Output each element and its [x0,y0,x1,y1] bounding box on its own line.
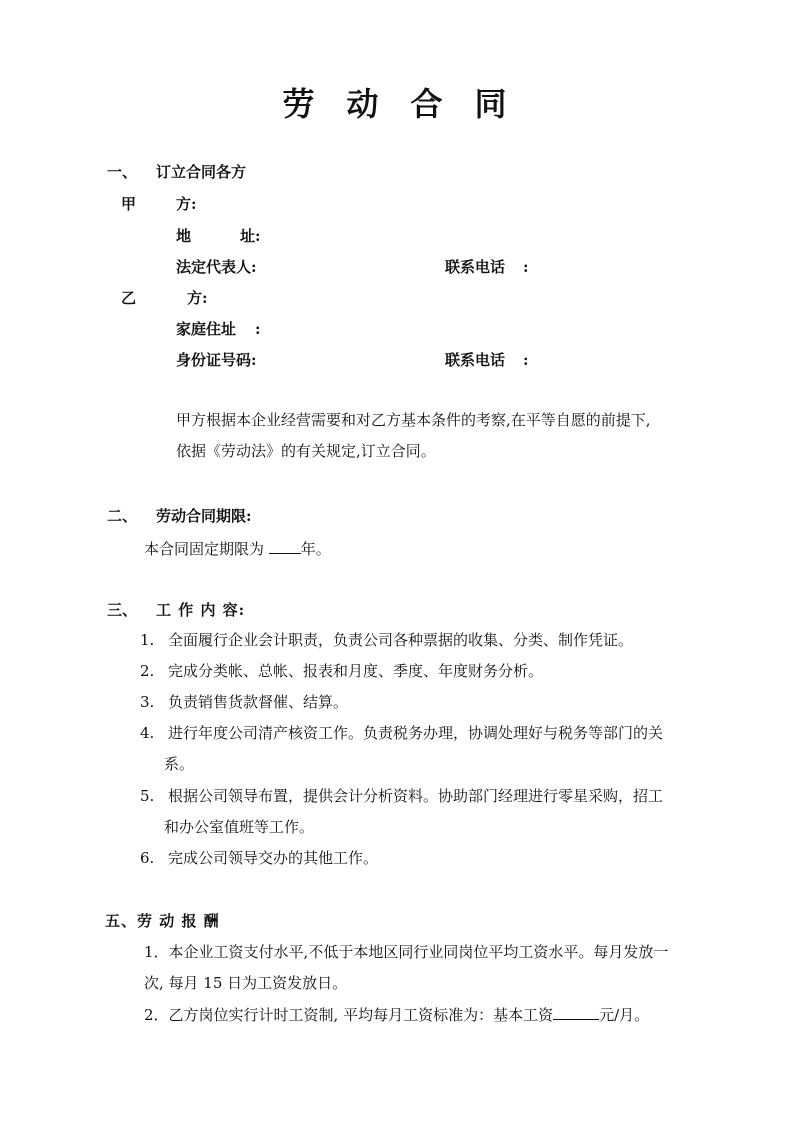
intro-line-1: 甲方根据本企业经营需要和对乙方基本条件的考察,在平等自愿的前提下, [176,411,651,429]
pay-text-before: 2．乙方岗位实行计时工资制, 平均每月工资标准为：基本工资 [144,1006,554,1024]
pay-text-after: 元/月。 [599,1006,650,1024]
duty-item-number: 4. [140,724,155,742]
party-b-label: 乙 [121,289,137,307]
section2-number: 二、 [107,507,138,525]
phone-label-a: 联系电话 [445,258,506,276]
address-label-part1: 地 [176,227,192,245]
party-a-label: 甲 [121,195,137,213]
duty-item-text: 根据公司领导布置，提供会计分析资料。协助部门经理进行零星采购，招工 [168,787,664,805]
legal-rep-label: 法定代表人: [176,258,257,276]
party-a-colon: 方: [176,195,197,213]
title-char: 动 [346,85,383,123]
section2-heading: 劳动合同期限: [156,507,252,525]
section3-heading: 工 作 内 容: [156,601,246,619]
duty-item-text: 全面履行企业会计职责，负责公司各种票据的收集、分类、制作凭证。 [168,631,634,649]
duty-item-text-continued: 和办公室值班等工作。 [164,818,315,836]
pay-paragraph1-line1: 1．本企业工资支付水平,不低于本地区同行业同岗位平均工资水平。每月发放一 [144,943,669,961]
term-sentence [144,538,331,559]
section3-number: 三、 [107,601,138,619]
duty-item-text: 完成分类帐、总帐、报表和月度、季度、年度财务分析。 [168,662,544,680]
id-number-label: 身份证号码: [176,351,257,369]
duty-item-number: 6. [140,849,155,867]
phone-label-b: 联系电话 [445,351,506,369]
section1-number: 一、 [107,163,138,181]
term-text-after: 年。 [300,540,331,558]
duty-item-number: 3. [140,693,155,711]
phone-colon-b: : [523,351,529,369]
section1-heading: 订立合同各方 [156,163,247,181]
section5-heading: 五、劳 动 报 酬 [105,912,220,930]
home-address-label: 家庭住址 [176,320,237,338]
phone-colon-a: : [523,258,529,276]
duty-item-text: 负责销售货款督催、结算。 [168,693,349,711]
document-title [0,82,793,126]
pay-paragraph1-line2: 次, 每月 15 日为工资发放日。 [144,974,348,992]
duty-item-text-continued: 系。 [164,755,195,773]
party-b-colon: 方: [187,289,208,307]
base-salary-blank [553,1004,599,1020]
title-char: 同 [474,85,511,123]
duty-item-text: 进行年度公司清产核资工作。负责税务办理，协调处理好与税务等部门的关 [168,724,664,742]
title-char: 劳 [282,85,319,123]
pay-paragraph2 [144,1004,649,1025]
duty-item-number: 5. [140,787,155,805]
duty-item-number: 1. [140,631,155,649]
intro-line-2: 依据《劳动法》的有关规定,订立合同。 [176,442,436,460]
home-address-colon: : [255,320,261,338]
title-char: 合 [410,85,447,123]
duty-item-number: 2. [140,662,155,680]
duty-item-text: 完成公司领导交办的其他工作。 [168,849,379,867]
term-text-before: 本合同固定期限为 [144,540,265,558]
address-label-part2: 址: [240,227,261,245]
term-years-blank [269,538,301,554]
